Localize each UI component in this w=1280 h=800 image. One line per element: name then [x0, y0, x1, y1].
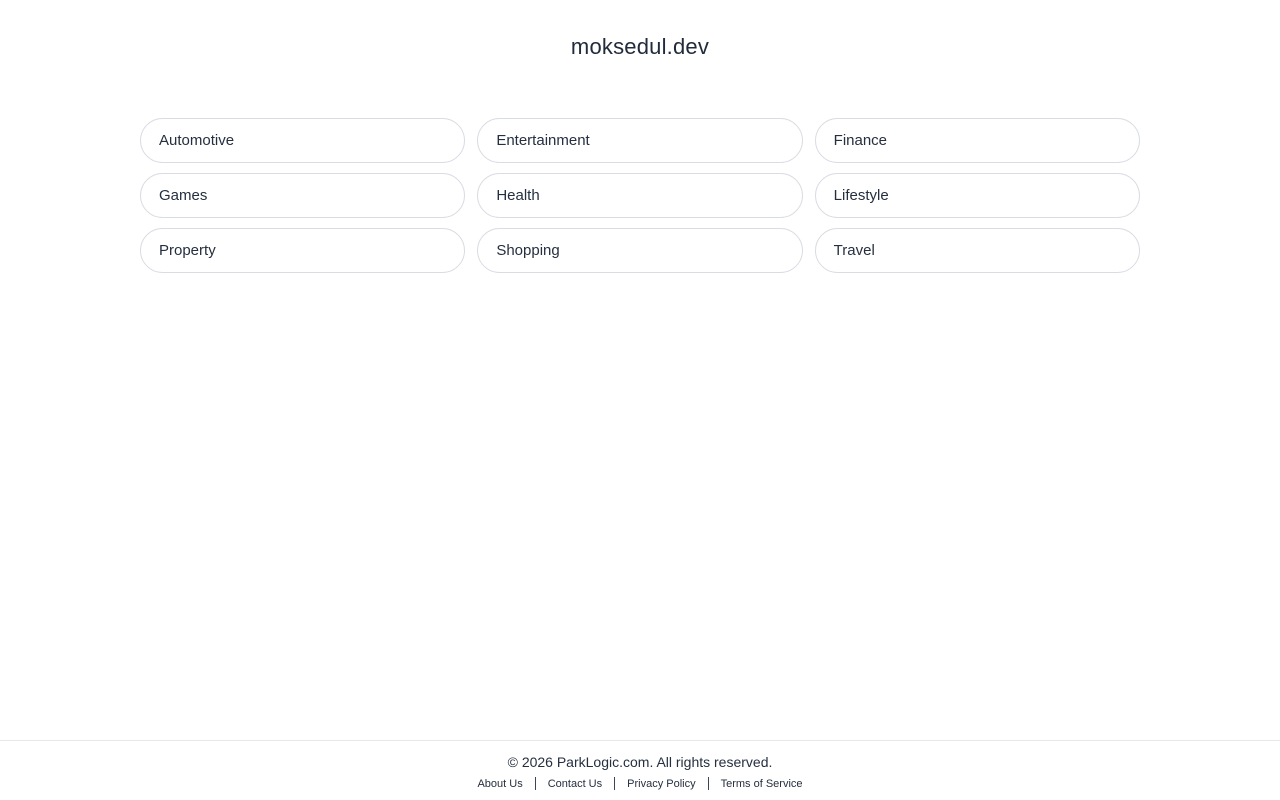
category-link-health[interactable]: Health — [477, 173, 802, 218]
category-link-property[interactable]: Property — [140, 228, 465, 273]
footer-link-about-us[interactable]: About Us — [477, 777, 523, 790]
category-link-finance[interactable]: Finance — [815, 118, 1140, 163]
category-link-shopping[interactable]: Shopping — [477, 228, 802, 273]
category-link-travel[interactable]: Travel — [815, 228, 1140, 273]
footer-link-privacy-policy[interactable]: Privacy Policy — [627, 777, 696, 790]
footer-links — [0, 777, 1280, 790]
category-link-games[interactable]: Games — [140, 173, 465, 218]
copyright-text: © 2026 ParkLogic.com. All rights reserved. — [507, 754, 773, 770]
footer-link-contact-us[interactable]: Contact Us — [547, 777, 603, 790]
category-link-lifestyle[interactable]: Lifestyle — [815, 173, 1140, 218]
footer-link-terms-of-service[interactable]: Terms of Service — [720, 777, 803, 790]
category-grid — [140, 118, 1140, 273]
category-link-entertainment[interactable]: Entertainment — [477, 118, 802, 163]
domain-title: moksedul.dev — [570, 34, 710, 59]
category-link-automotive[interactable]: Automotive — [140, 118, 465, 163]
footer — [0, 740, 1280, 800]
